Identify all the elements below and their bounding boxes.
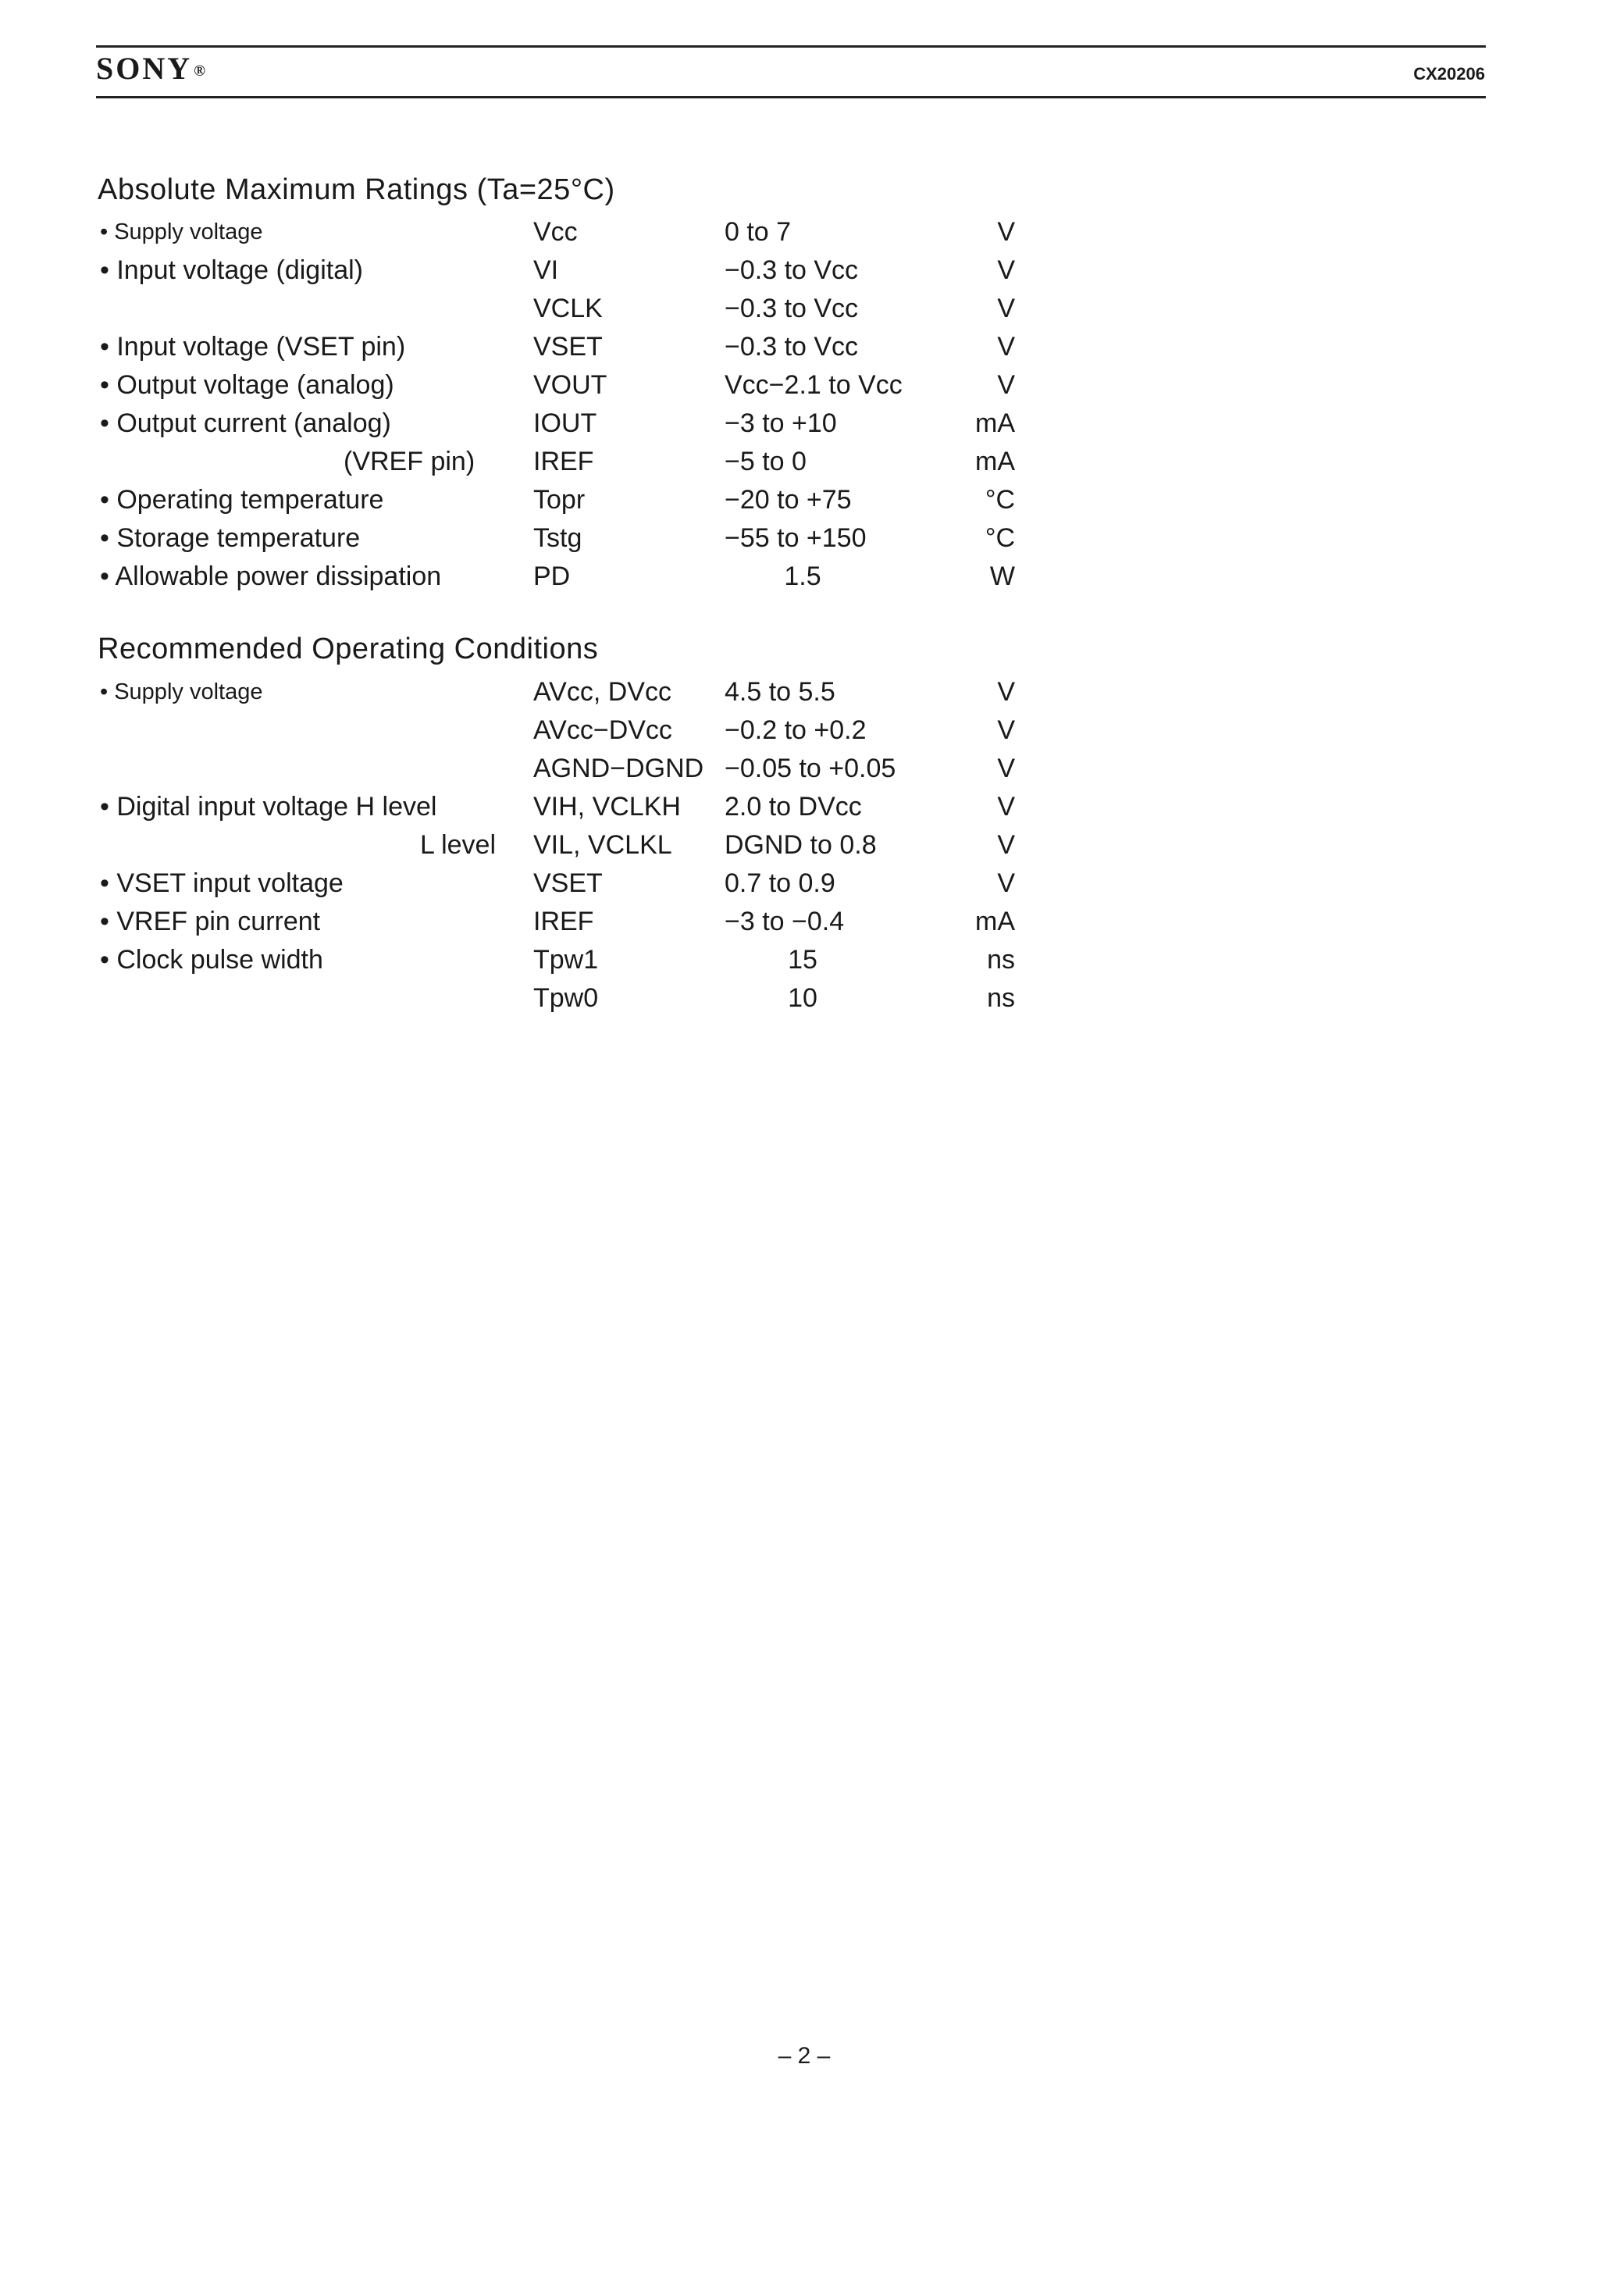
symbol: VCLK <box>533 294 603 323</box>
unit: V <box>997 255 1015 285</box>
param-label: (VREF pin) <box>344 447 475 476</box>
unit: mA <box>975 907 1015 936</box>
unit: V <box>997 370 1015 400</box>
symbol: AVcc−DVcc <box>533 715 672 745</box>
unit: V <box>997 830 1015 860</box>
value: −5 to 0 <box>725 447 807 476</box>
value: −55 to +150 <box>725 523 867 553</box>
unit: W <box>989 561 1015 591</box>
value: −0.2 to +0.2 <box>725 715 867 745</box>
unit: V <box>997 677 1015 707</box>
symbol: VSET <box>533 332 603 362</box>
brand-logo: SONY ® <box>96 51 206 86</box>
table-row <box>0 290 1624 328</box>
unit: mA <box>975 447 1015 476</box>
symbol: Tpw1 <box>533 945 599 975</box>
param-label: • Input voltage (VSET pin) <box>100 332 406 362</box>
part-number: CX20206 <box>1413 64 1485 84</box>
table-row <box>0 213 1624 251</box>
unit: V <box>997 294 1015 323</box>
unit: V <box>997 332 1015 362</box>
unit: ns <box>987 945 1015 975</box>
value: −3 to −0.4 <box>725 907 845 936</box>
page-number: – 2 – <box>778 2043 831 2069</box>
table-row <box>0 443 1624 481</box>
param-label: • Input voltage (digital) <box>100 255 363 285</box>
symbol: VIH, VCLKH <box>533 792 681 822</box>
value: −0.3 to Vcc <box>725 332 859 362</box>
value: 0 to 7 <box>725 217 792 247</box>
section-title-absolute-max: Absolute Maximum Ratings (Ta=25°C) <box>98 173 615 206</box>
value: −0.3 to Vcc <box>725 294 859 323</box>
symbol: AVcc, DVcc <box>533 677 671 707</box>
table-row <box>0 328 1624 366</box>
table-row <box>0 864 1624 903</box>
table-row <box>0 405 1624 443</box>
symbol: AGND−DGND <box>533 754 704 783</box>
table-row <box>0 711 1624 750</box>
value: 15 <box>788 945 817 975</box>
param-label: • Output voltage (analog) <box>100 370 394 400</box>
value: 10 <box>788 983 817 1013</box>
value: −0.3 to Vcc <box>725 255 859 285</box>
unit: V <box>997 217 1015 247</box>
value: 0.7 to 0.9 <box>725 868 835 898</box>
symbol: IREF <box>533 447 594 476</box>
unit: °C <box>985 485 1015 515</box>
table-row <box>0 673 1624 711</box>
unit: ns <box>987 983 1015 1013</box>
table-row <box>0 788 1624 826</box>
value: 4.5 to 5.5 <box>725 677 835 707</box>
symbol: IOUT <box>533 408 597 438</box>
header-bottom-rule <box>96 96 1486 98</box>
table-row <box>0 251 1624 290</box>
symbol: VI <box>533 255 559 285</box>
value: Vcc−2.1 to Vcc <box>725 370 903 400</box>
unit: °C <box>985 523 1015 553</box>
table-row <box>0 366 1624 405</box>
param-label: • Allowable power dissipation <box>100 561 442 591</box>
param-label: • Supply voltage <box>100 679 263 704</box>
value: −0.05 to +0.05 <box>725 754 896 783</box>
header-top-rule <box>96 45 1486 48</box>
param-label: • Digital input voltage H level <box>100 792 437 822</box>
value: 2.0 to DVcc <box>725 792 862 822</box>
symbol: VIL, VCLKL <box>533 830 672 860</box>
value: −3 to +10 <box>725 408 837 438</box>
section-title-recommended: Recommended Operating Conditions <box>98 633 599 665</box>
param-label: • Supply voltage <box>100 219 263 244</box>
symbol: Vcc <box>533 217 578 247</box>
value: 1.5 <box>784 561 821 591</box>
param-label: • Output current (analog) <box>100 408 391 438</box>
param-label: • VREF pin current <box>100 907 321 936</box>
symbol: IREF <box>533 907 594 936</box>
table-row <box>0 519 1624 558</box>
table-row <box>0 826 1624 864</box>
table-row <box>0 481 1624 519</box>
table-row <box>0 558 1624 596</box>
param-label: • Clock pulse width <box>100 945 323 975</box>
table-row <box>0 941 1624 979</box>
symbol: PD <box>533 561 571 591</box>
symbol: Tstg <box>533 523 582 553</box>
unit: V <box>997 754 1015 783</box>
unit: V <box>997 792 1015 822</box>
symbol: VOUT <box>533 370 607 400</box>
unit: V <box>997 715 1015 745</box>
value: DGND to 0.8 <box>725 830 877 860</box>
unit: V <box>997 868 1015 898</box>
table-row <box>0 750 1624 788</box>
param-label: • Operating temperature <box>100 485 384 515</box>
value: −20 to +75 <box>725 485 852 515</box>
unit: mA <box>975 408 1015 438</box>
symbol: VSET <box>533 868 603 898</box>
table-row <box>0 903 1624 941</box>
symbol: Topr <box>533 485 586 515</box>
param-label: L level <box>420 830 497 860</box>
table-row <box>0 979 1624 1018</box>
symbol: Tpw0 <box>533 983 599 1013</box>
param-label: • VSET input voltage <box>100 868 344 898</box>
param-label: • Storage temperature <box>100 523 361 553</box>
